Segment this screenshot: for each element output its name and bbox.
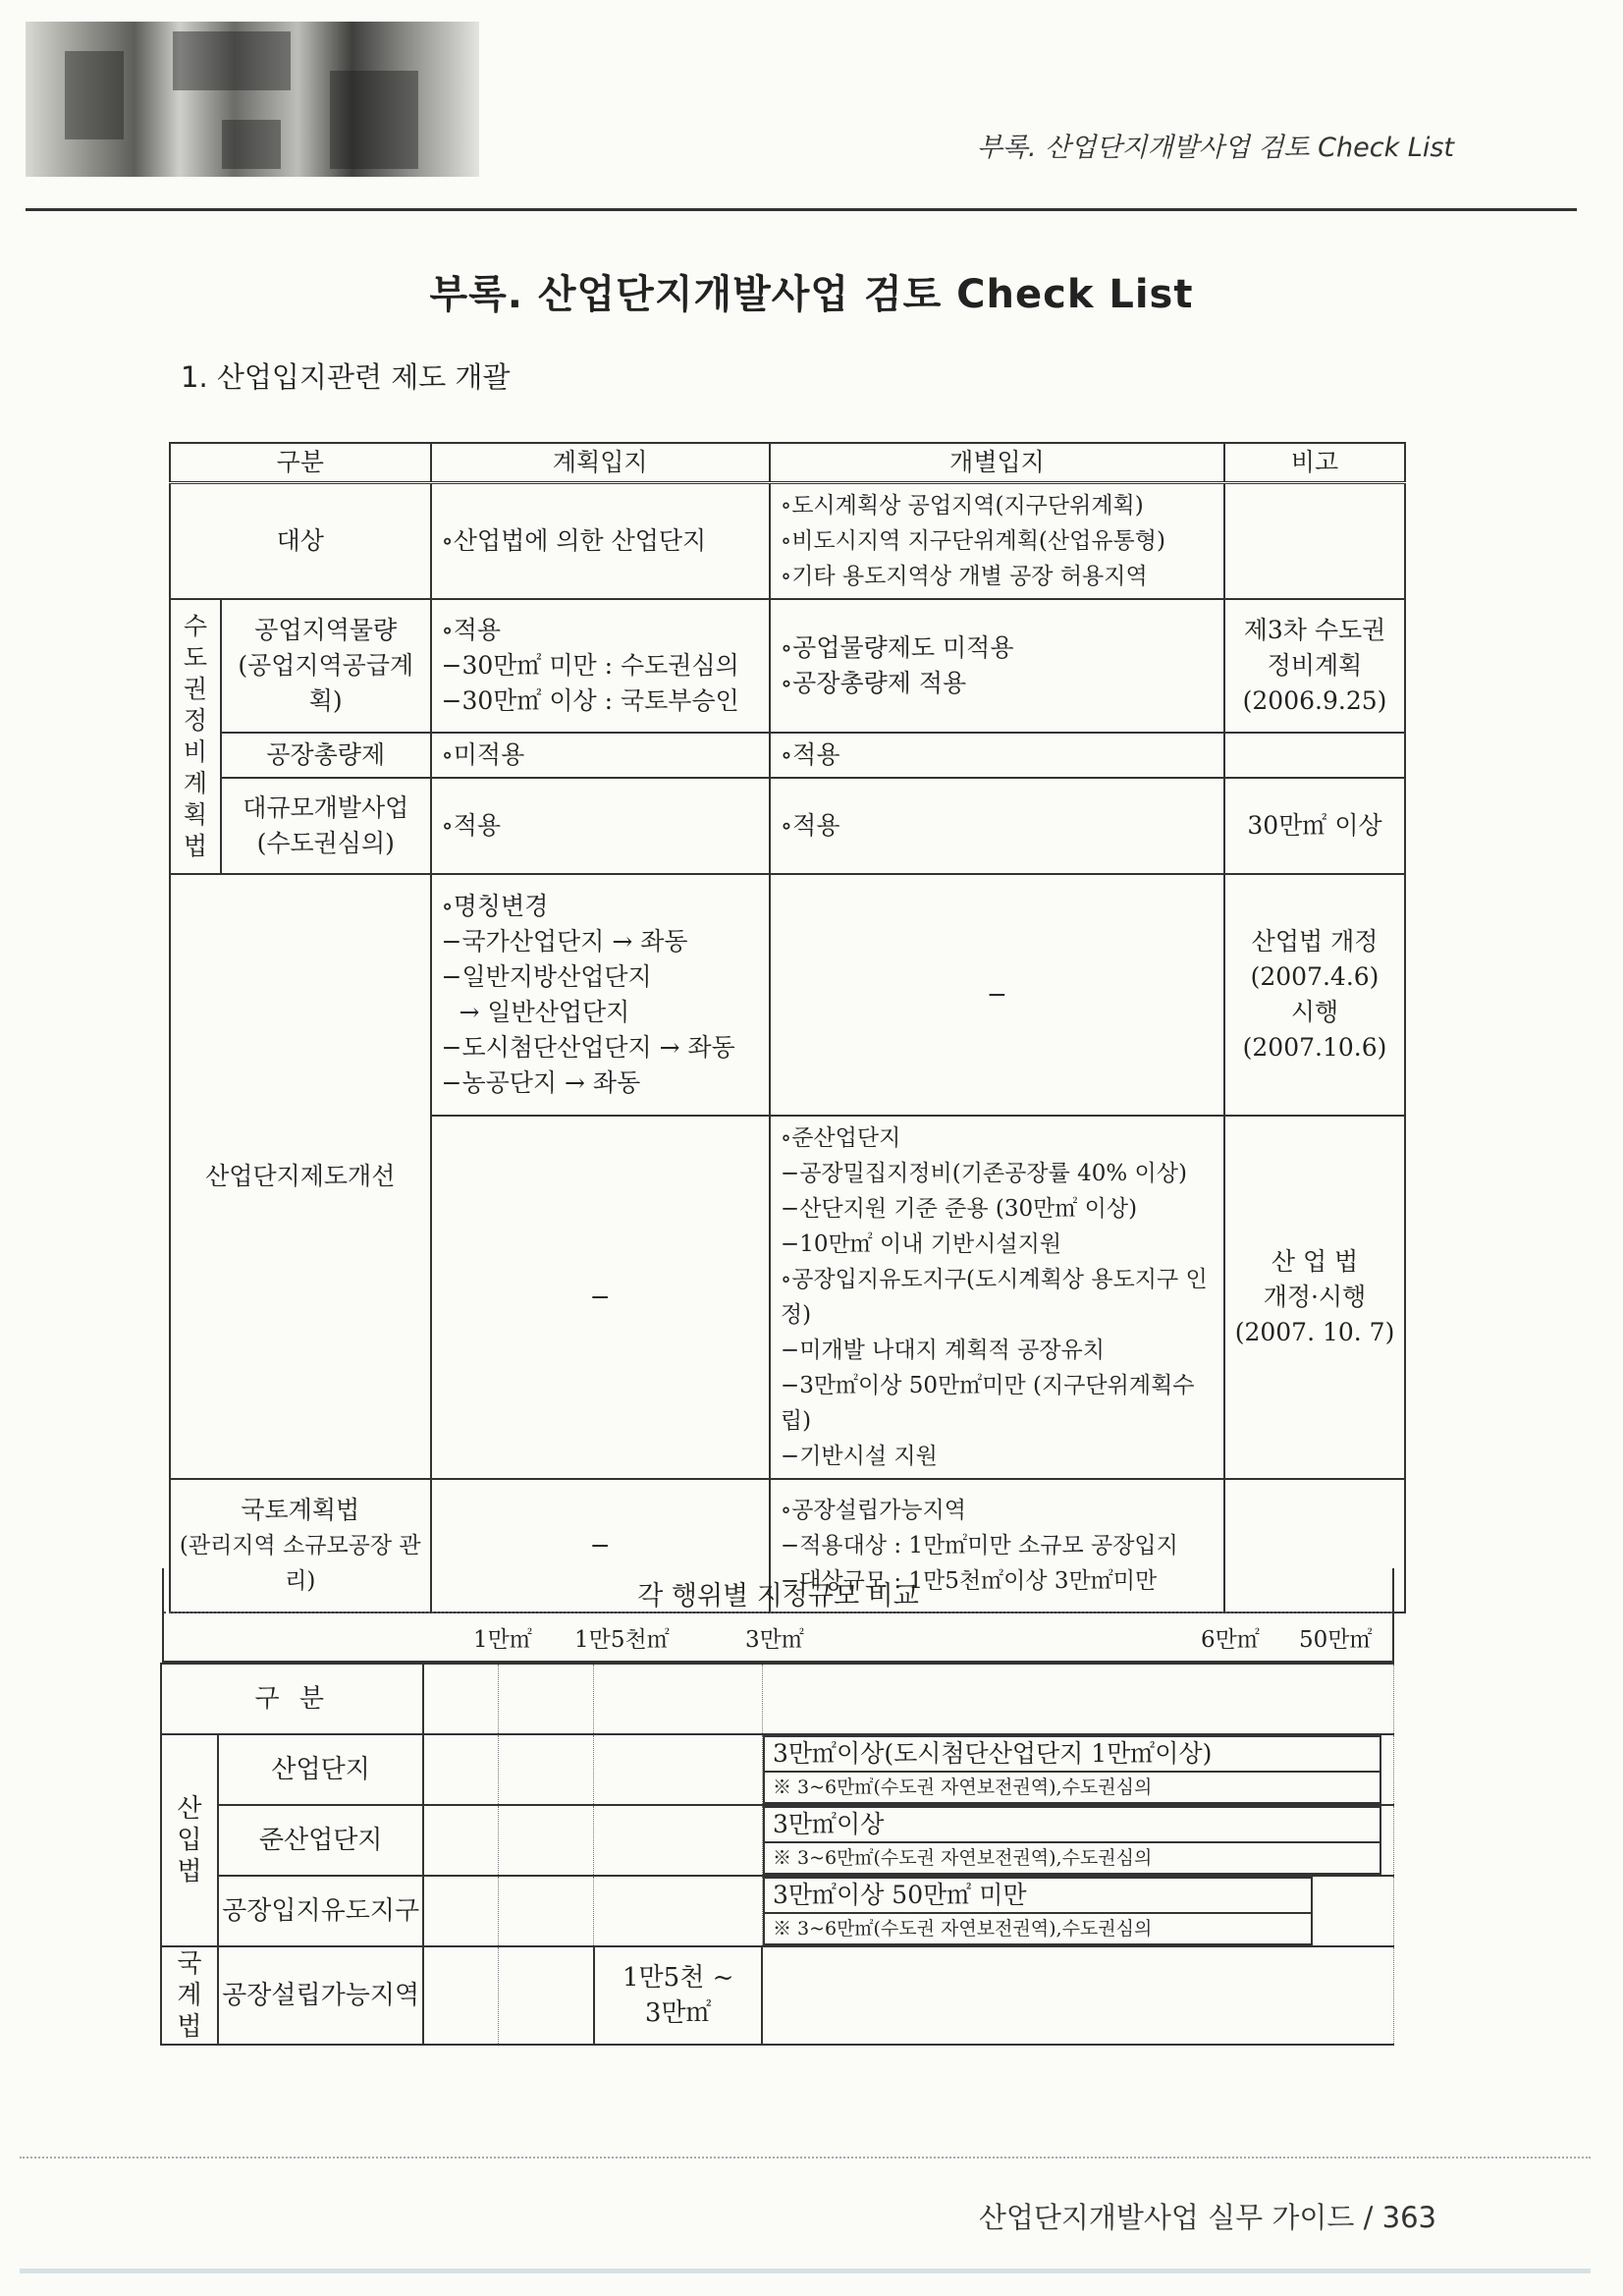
note-cell: 30만㎡ 이상	[1224, 778, 1405, 874]
row-label: 공장설립가능지역	[218, 1946, 423, 2045]
note-cell	[1224, 733, 1405, 778]
planned-cell: ∘산업법에 의한 산업단지	[431, 483, 770, 600]
planned-cell: ∘명칭변경 −국가산업단지 → 좌동 −일반지방산업단지 → 일반산업단지 −도시첨단산업단지 → 좌동 −농공단지 → 좌동	[431, 874, 770, 1116]
row-label: 공장입지유도지구	[218, 1876, 423, 1946]
range-note: ※ 3~6만㎡(수도권 자연보전권역),수도권심의	[763, 1773, 1381, 1804]
table-row	[161, 1805, 1394, 1876]
scale-label: 50만㎡	[1299, 1627, 1373, 1653]
row-label: 대상	[170, 483, 431, 600]
scale-label: 1만5천㎡	[574, 1627, 670, 1653]
note-cell	[1224, 483, 1405, 600]
row-label: 공장총량제	[221, 733, 431, 778]
table-row	[170, 778, 1405, 874]
range-bar: 3만㎡이상	[763, 1806, 1381, 1843]
individual-cell: ∘적용	[770, 778, 1224, 874]
range-note: ※ 3~6만㎡(수도권 자연보전권역),수도권심의	[763, 1914, 1313, 1945]
row-label: 국토계획법 (관리지역 소규모공장 관리)	[170, 1479, 431, 1613]
individual-cell: −	[770, 874, 1224, 1116]
individual-cell: ∘준산업단지 −공장밀집지정비(기존공장률 40% 이상) −산단지원 기준 준용 (30만㎡ 이상) −10만㎡ 이내 기반시설지원 ∘공장입지유도지구(도시계획상 용도지구 인정) −미개발 나대지 계획적 공장유치 −3만㎡이상 50만㎡미만 (지구단위계획수립) −기반시설 지원	[770, 1116, 1224, 1479]
table-header-row	[170, 443, 1405, 483]
system-overview-table	[169, 442, 1406, 1613]
section-title: 1. 산업입지관련 제도 개괄	[181, 360, 511, 394]
table-row	[161, 1876, 1394, 1946]
scale-comparison-header	[162, 1568, 1394, 1663]
land-law-group-label: 국 계 법	[161, 1946, 218, 2045]
note-cell: 산업법 개정 (2007.4.6) 시행 (2007.10.6)	[1224, 874, 1405, 1116]
page-footer: 산업단지개발사업 실무 가이드 / 363	[978, 2201, 1436, 2234]
range-cell	[762, 1805, 1393, 1876]
page-title: 부록. 산업단지개발사업 검토 Check List	[429, 272, 1194, 317]
row-label: 대규모개발사업 (수도권심의)	[221, 778, 431, 874]
individual-cell: ∘적용	[770, 733, 1224, 778]
comparison-header-cell: 구 분	[161, 1664, 423, 1734]
industry-law-group-label: 산 입 법	[161, 1734, 218, 1946]
header-category: 구분	[170, 443, 431, 483]
row-label: 산업단지	[218, 1734, 423, 1805]
note-cell: 제3차 수도권 정비계획 (2006.9.25)	[1224, 599, 1405, 733]
range-note: ※ 3~6만㎡(수도권 자연보전권역),수도권심의	[763, 1843, 1381, 1875]
bottom-rule	[20, 2269, 1591, 2273]
running-title: 부록. 산업단지개발사업 검토 Check List	[976, 133, 1454, 163]
comparison-title: 각 행위별 지정규모 비교	[164, 1574, 1392, 1613]
metro-law-group-label: 수 도 권 정 비 계 획 법	[170, 599, 221, 874]
scale-label: 6만㎡	[1201, 1627, 1260, 1653]
header-planned: 계획입지	[431, 443, 770, 483]
planned-cell: −	[431, 1116, 770, 1479]
planned-cell: −	[431, 1479, 770, 1613]
table-row	[161, 1734, 1394, 1805]
table-row	[170, 733, 1405, 778]
table-row	[161, 1664, 1394, 1734]
row-label: 산업단지제도개선	[170, 874, 431, 1479]
individual-cell: ∘공장설립가능지역 −적용대상 : 1만㎡미만 소규모 공장입지 −대상규모 : 1만5천㎡이상 3만㎡미만	[770, 1479, 1224, 1613]
range-cell	[762, 1734, 1393, 1805]
individual-cell: ∘도시계획상 공업지역(지구단위계획) ∘비도시지역 지구단위계획(산업유통형) ∘기타 용도지역상 개별 공장 허용지역	[770, 483, 1224, 600]
table-row	[170, 874, 1405, 1116]
range-box: 1만5천 ~ 3만㎡	[594, 1946, 763, 2045]
row-label: 준산업단지	[218, 1805, 423, 1876]
planned-cell: ∘미적용	[431, 733, 770, 778]
footer-rule	[20, 2157, 1591, 2159]
note-cell: 산 업 법 개정·시행 (2007. 10. 7)	[1224, 1116, 1405, 1479]
header-photo	[26, 22, 479, 177]
size-comparison-table	[160, 1663, 1394, 2046]
scale-label: 1만㎡	[473, 1627, 532, 1653]
table-row	[170, 599, 1405, 733]
table-row	[170, 483, 1405, 600]
planned-cell: ∘적용 −30만㎡ 미만 : 수도권심의 −30만㎡ 이상 : 국토부승인	[431, 599, 770, 733]
range-bar: 3만㎡이상(도시첨단산업단지 1만㎡이상)	[763, 1735, 1381, 1773]
table-row	[161, 1946, 1394, 2045]
header-rule	[26, 208, 1577, 211]
range-bar: 3만㎡이상 50만㎡ 미만	[763, 1877, 1313, 1914]
planned-cell: ∘적용	[431, 778, 770, 874]
individual-cell: ∘공업물량제도 미적용 ∘공장총량제 적용	[770, 599, 1224, 733]
row-label: 공업지역물량 (공업지역공급계획)	[221, 599, 431, 733]
header-note: 비고	[1224, 443, 1405, 483]
range-cell	[762, 1876, 1393, 1946]
scale-label: 3만㎡	[745, 1627, 804, 1653]
header-individual: 개별입지	[770, 443, 1224, 483]
